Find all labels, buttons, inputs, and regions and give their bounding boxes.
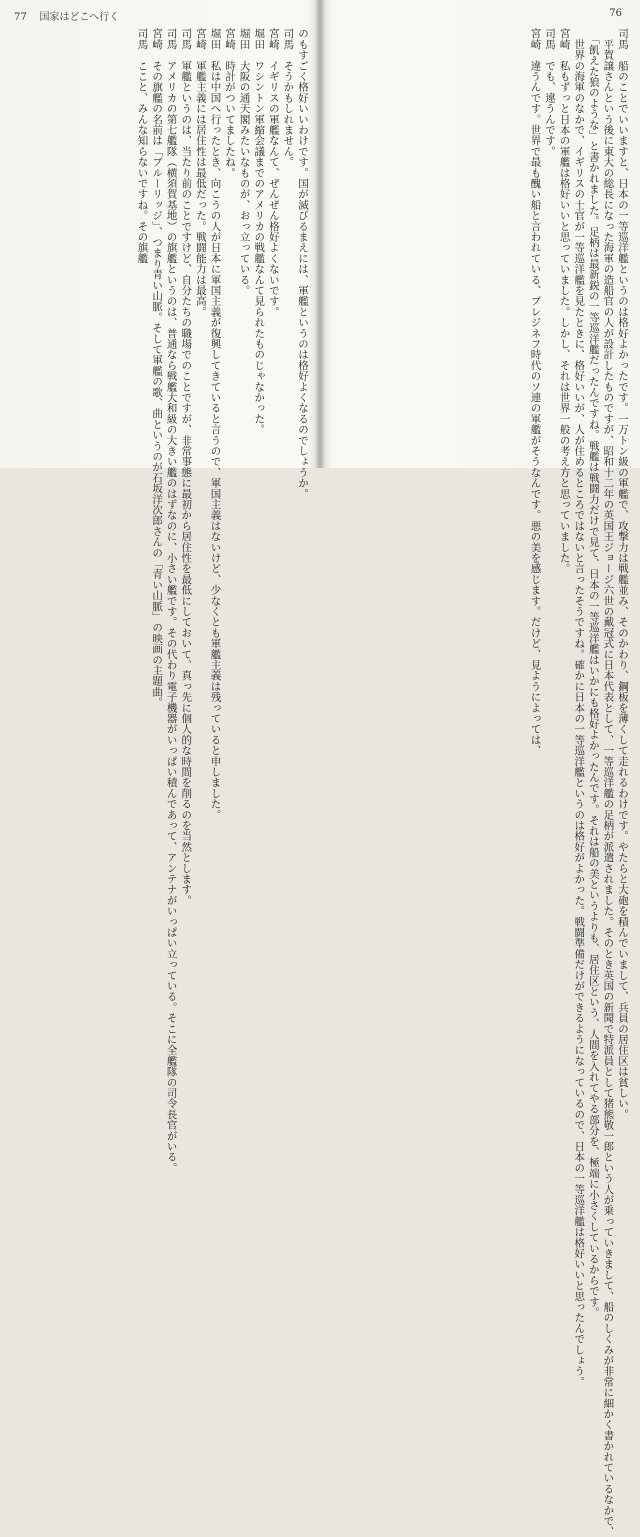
left-line: 司馬 ここと、みんな知らないですね。その旗艦 xyxy=(136,28,149,264)
left-line: 司馬 そうかもしれません。 xyxy=(282,28,295,168)
left-page-number: 77 xyxy=(14,12,27,23)
left-line: 堀田 大阪の通天閣みたいなものが、おっ立っている。 xyxy=(238,28,251,296)
left-line: 宮崎 時計がついてましたね。 xyxy=(224,28,237,178)
left-running-head xyxy=(14,8,119,23)
left-line: 堀田 私は中国へ行ったとき、向こうの人が日本に軍国主義が復興してきていると言うので、軍国主義はないけど、少なくとも軍艦主義は残っていると申しました。 xyxy=(209,28,222,820)
right-line: 平賀譲さんという後に東大の総長になった海軍の造船官の人が設計したものですが、昭和十二年の英国王ジョージ六世の戴冠式に日本代表として、一等巡洋艦の足柄が派遣されました。そのとき英国の新聞で特派員として猪熊敬一郎という人が乗っていきまして、船のしくみが非常に細かく書かれているなかで、 xyxy=(602,28,615,1537)
right-page xyxy=(320,0,640,1537)
right-page-number: 76 xyxy=(609,8,622,19)
right-line: 宮崎 私もずっと日本の軍艦は格好いいと思っていました。しかし、それは世界一般の考え方と思っていました。 xyxy=(558,28,571,574)
left-page xyxy=(0,0,320,1173)
right-line: 司馬 でも、違うんです。 xyxy=(544,28,557,157)
left-line: 宮崎 軍艦主義には居住性は最低だった。戦闘能力は最高。 xyxy=(194,28,207,317)
left-line: のもすごく格好いいわけです。国が滅びるまえには、軍艦というのは格好よくなるのでしょうか。 xyxy=(297,28,309,499)
right-line: 司馬 船のことでいいますと、日本の一等巡洋艦というのは格好よかったです。一万トン級の軍艦で、攻撃力は戦艦並み、そのかわり、鋼板を薄くして走れるわけです。やたらと大砲を積んでいまして、兵員の居住区は貧しい。 xyxy=(617,28,629,1120)
left-running-title: 国家はどこへ行く xyxy=(39,12,120,23)
right-line: 世界の海軍のなかで、イギリスの士官が一等巡洋艦を見たときに、格好いいが、人が住めるところではないと言ったそうですね。確かに日本の一等巡洋艦というのは格好がよかった。戦闘準備だけができるようになっているので、日本の一等巡洋艦は格好いいと思ったんでしょう。 xyxy=(573,28,586,1387)
left-line: 堀田 ワシントン軍縮会議までのアメリカの戦艦なんて見られたものじゃなかった。 xyxy=(253,28,266,435)
left-line: 宮崎 その旗艦の名前は「ブルーリッジ」、つまり青い山脈。そして軍艦の歌、曲というのが石坂洋次郎さんの「青い山脈」の映画の主題曲。 xyxy=(151,28,164,708)
left-line: 宮崎 イギリスの軍艦なんて、ぜんぜん格好よくないです。 xyxy=(267,28,280,317)
right-running-head xyxy=(609,8,622,19)
right-line: 宮崎 違うんです。世界で最も醜い船と言われている、ブレジネフ時代のソ連の軍艦がそうなんです。悪の美を感じます。だけど、見ようによっては、 xyxy=(529,28,542,756)
right-body-text xyxy=(330,28,630,1537)
right-line: 「飢えた狼のような」と書かれました。足柄は最新鋭の一等巡洋艦だったんですね。戦艦は戦闘力だけで見て、日本の一等巡洋艦はいかにも格好よかったんです。それは船の美というよりも、居住区という、人間を入れてやる部分を、極端に小さくしているからです。 xyxy=(587,28,600,1318)
left-line: 司馬 アメリカの第七艦隊（横須賀基地）の旗艦というのは、普通なら戦艦大和級の大きい艦のはずなのに、小さい艦です。その代わり電子機器がいっぱい積んであって、アンテナがいっぱい立っている。そこに全艦隊の司令長官がいる。 xyxy=(165,28,178,1173)
left-line: 司馬 軍艦というのは、当たり前のことですけど、自分たちの職場でのことですが、非常事態に最初から居住性を最低にしておいて、真っ先に個人的な時間を削るのを当然とします。 xyxy=(180,28,193,906)
left-body-text xyxy=(10,28,310,1173)
